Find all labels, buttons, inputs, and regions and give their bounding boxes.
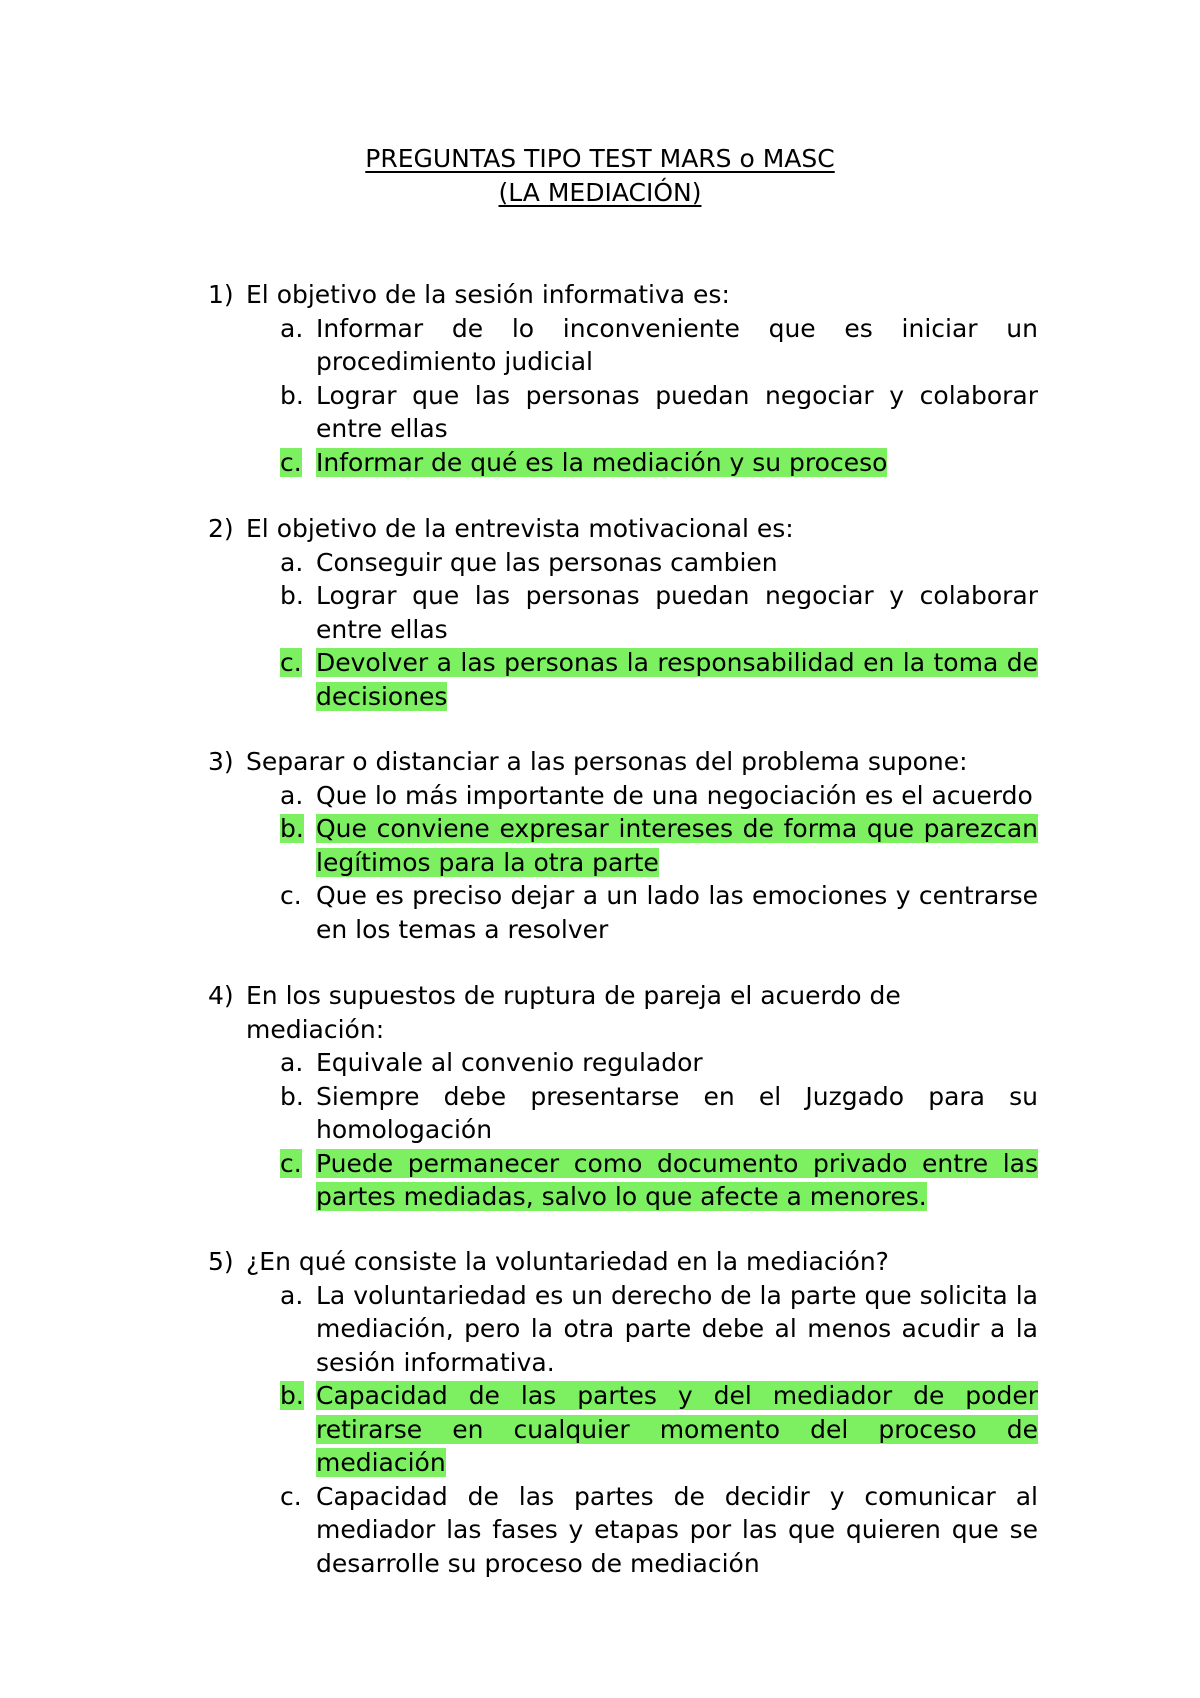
question-stem [208, 512, 1038, 546]
question-number: 3) [208, 747, 234, 776]
option-c-correct [208, 1147, 1038, 1214]
question-5 [208, 1245, 1038, 1580]
option-text-highlighted: Informar de qué es la mediación y su proceso [316, 447, 888, 477]
title-line-2: (LA MEDIACIÓN) [498, 178, 702, 207]
option-letter: b. [280, 1381, 304, 1410]
title-line-1: PREGUNTAS TIPO TEST MARS o MASC [365, 144, 835, 173]
question-number: 5) [208, 1247, 234, 1276]
option-text-highlighted: Puede permanecer como documento privado entre las partes mediadas, salvo lo que afecte a menores. [316, 1148, 1038, 1211]
option-b [208, 379, 1038, 446]
option-text: Siempre debe presentarse en el Juzgado para su homologación [316, 1081, 1038, 1144]
option-text: La voluntariedad es un derecho de la parte que solicita la mediación, pero la otra parte debe al menos acudir a la sesión informativa. [316, 1280, 1038, 1377]
question-stem [208, 1245, 1038, 1279]
question-stem [208, 745, 1038, 779]
option-list [208, 779, 1038, 947]
question-stem [208, 979, 1038, 1046]
option-c [208, 879, 1038, 946]
option-b [208, 579, 1038, 646]
option-letter: b. [280, 581, 304, 610]
option-text: Equivale al convenio regulador [316, 1048, 703, 1077]
question-1 [208, 278, 1038, 479]
option-b-correct [208, 1379, 1038, 1480]
option-b-correct [208, 812, 1038, 879]
option-letter: c. [280, 447, 302, 477]
question-text: El objetivo de la entrevista motivacional es: [246, 514, 794, 543]
option-text: Lograr que las personas puedan negociar y colaborar entre ellas [316, 581, 1038, 644]
option-list [208, 1279, 1038, 1581]
option-list [208, 312, 1038, 480]
option-text-highlighted: Capacidad de las partes y del mediador de poder retirarse en cualquier momento del proceso de mediación [316, 1381, 1038, 1477]
option-letter: c. [280, 648, 302, 677]
question-text: ¿En qué consiste la voluntariedad en la mediación? [246, 1247, 889, 1276]
question-number: 1) [208, 280, 234, 309]
option-list [208, 1046, 1038, 1214]
option-text: Que lo más importante de una negociación es el acuerdo [316, 780, 1033, 810]
option-a [208, 1279, 1038, 1380]
option-letter: a. [280, 1280, 304, 1310]
option-list [208, 546, 1038, 714]
option-letter: a. [280, 547, 304, 577]
question-text: Separar o distanciar a las personas del problema supone: [246, 747, 968, 776]
option-letter: c. [280, 881, 302, 910]
option-c [208, 1480, 1038, 1581]
option-letter: b. [280, 1081, 304, 1111]
option-text: Que es preciso dejar a un lado las emociones y centrarse en los temas a resolver [316, 881, 1038, 944]
option-text-highlighted: Devolver a las personas la responsabilidad en la toma de decisiones [316, 648, 1038, 711]
option-c-correct [208, 646, 1038, 713]
option-letter: a. [280, 780, 304, 810]
option-letter: c. [280, 1481, 302, 1511]
question-stem [208, 278, 1038, 312]
option-letter: b. [280, 814, 304, 843]
option-text: Lograr que las personas puedan negociar y colaborar entre ellas [316, 380, 1038, 443]
option-a [208, 779, 1038, 813]
option-text: Informar de lo inconveniente que es iniciar un procedimiento judicial [316, 313, 1038, 376]
option-letter: a. [280, 1048, 304, 1077]
question-number: 4) [208, 981, 234, 1010]
question-number: 2) [208, 514, 234, 543]
question-text: El objetivo de la sesión informativa es: [246, 280, 730, 309]
option-c-correct [208, 446, 1038, 480]
question-2 [208, 512, 1038, 713]
option-a [208, 546, 1038, 580]
option-text: Conseguir que las personas cambien [316, 547, 778, 577]
question-4 [208, 979, 1038, 1214]
question-text: En los supuestos de ruptura de pareja el acuerdo de mediación: [246, 981, 901, 1044]
question-3 [208, 745, 1038, 946]
option-letter: a. [280, 313, 304, 343]
document-title [0, 142, 1200, 210]
option-a [208, 312, 1038, 379]
option-a [208, 1046, 1038, 1080]
option-letter: c. [280, 1148, 302, 1178]
option-b [208, 1080, 1038, 1147]
option-text-highlighted: Que conviene expresar intereses de forma que parezcan legítimos para la otra parte [316, 814, 1038, 877]
option-text: Capacidad de las partes de decidir y comunicar al mediador las fases y etapas por las que quieren que se desarrolle su proceso de mediación [316, 1481, 1038, 1578]
option-letter: b. [280, 380, 304, 410]
